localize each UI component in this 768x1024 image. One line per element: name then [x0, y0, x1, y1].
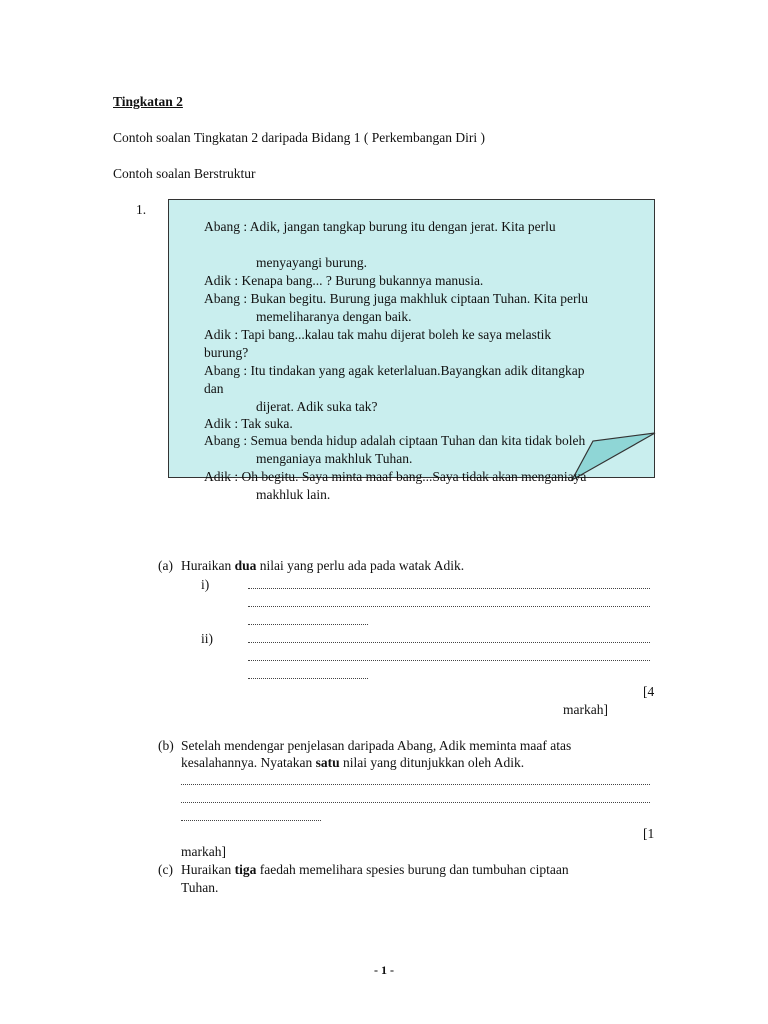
- part-b-marks: [1: [643, 826, 655, 841]
- part-b-label: (b): [158, 738, 174, 753]
- part-a-item-ii: ii): [201, 631, 213, 646]
- dialogue-line: Adik : Tapi bang...kalau tak mahu dijerat boleh ke saya melastik: [204, 327, 552, 342]
- part-c-question: Huraikan tiga faedah memelihara spesies burung dan tumbuhan ciptaan: [181, 862, 569, 877]
- part-a-question: Huraikan dua nilai yang perlu ada pada watak Adik.: [181, 558, 465, 573]
- dialogue-line: menganiaya makhluk Tuhan.: [256, 451, 413, 466]
- answer-line[interactable]: [248, 624, 368, 625]
- part-c-label: (c): [158, 862, 173, 877]
- part-a-label: (a): [158, 558, 173, 573]
- dialogue-line: Adik : Kenapa bang... ? Burung bukannya manusia.: [204, 273, 484, 288]
- question-number: 1.: [136, 202, 147, 217]
- answer-line[interactable]: [248, 660, 650, 661]
- dialogue-line: makhluk lain.: [256, 487, 331, 502]
- part-a-item-i: i): [201, 577, 210, 592]
- answer-line[interactable]: [248, 678, 368, 679]
- dialogue-line: dijerat. Adik suka tak?: [256, 399, 378, 414]
- part-a-marks: [4: [643, 684, 655, 699]
- part-c-question: Tuhan.: [181, 880, 219, 895]
- part-a-marks: markah]: [563, 702, 608, 717]
- answer-line[interactable]: [248, 606, 650, 607]
- answer-line[interactable]: [181, 784, 650, 785]
- dialogue-line: Abang : Bukan begitu. Burung juga makhluk ciptaan Tuhan. Kita perlu: [204, 291, 588, 306]
- dialogue-line: menyayangi burung.: [256, 255, 367, 270]
- dialogue-line: dan: [204, 381, 224, 396]
- section-subheading: Contoh soalan Berstruktur: [113, 166, 256, 181]
- part-b-question: Setelah mendengar penjelasan daripada Abang, Adik meminta maaf atas: [181, 738, 572, 753]
- part-b-question: kesalahannya. Nyatakan satu nilai yang ditunjukkan oleh Adik.: [181, 755, 525, 770]
- dialogue-line: Adik : Oh begitu. Saya minta maaf bang...Saya tidak akan menganiaya: [204, 469, 587, 484]
- part-b-marks: markah]: [181, 844, 226, 859]
- dialogue-line: Adik : Tak suka.: [204, 416, 293, 431]
- intro-text: Contoh soalan Tingkatan 2 daripada Bidang 1 ( Perkembangan Diri ): [113, 130, 485, 145]
- answer-line[interactable]: [181, 820, 321, 821]
- dialogue-line: Abang : Semua benda hidup adalah ciptaan Tuhan dan kita tidak boleh: [204, 433, 586, 448]
- answer-line[interactable]: [248, 588, 650, 589]
- dialogue-line: Abang : Adik, jangan tangkap burung itu dengan jerat. Kita perlu: [204, 219, 556, 234]
- dialogue-line: Abang : Itu tindakan yang agak keterlaluan.Bayangkan adik ditangkap: [204, 363, 585, 378]
- page-title: Tingkatan 2: [113, 94, 183, 109]
- answer-line[interactable]: [248, 642, 650, 643]
- answer-line[interactable]: [181, 802, 650, 803]
- dialogue-line: memeliharanya dengan baik.: [256, 309, 412, 324]
- page-number: - 1 -: [374, 963, 394, 977]
- dialogue-line: burung?: [204, 345, 249, 360]
